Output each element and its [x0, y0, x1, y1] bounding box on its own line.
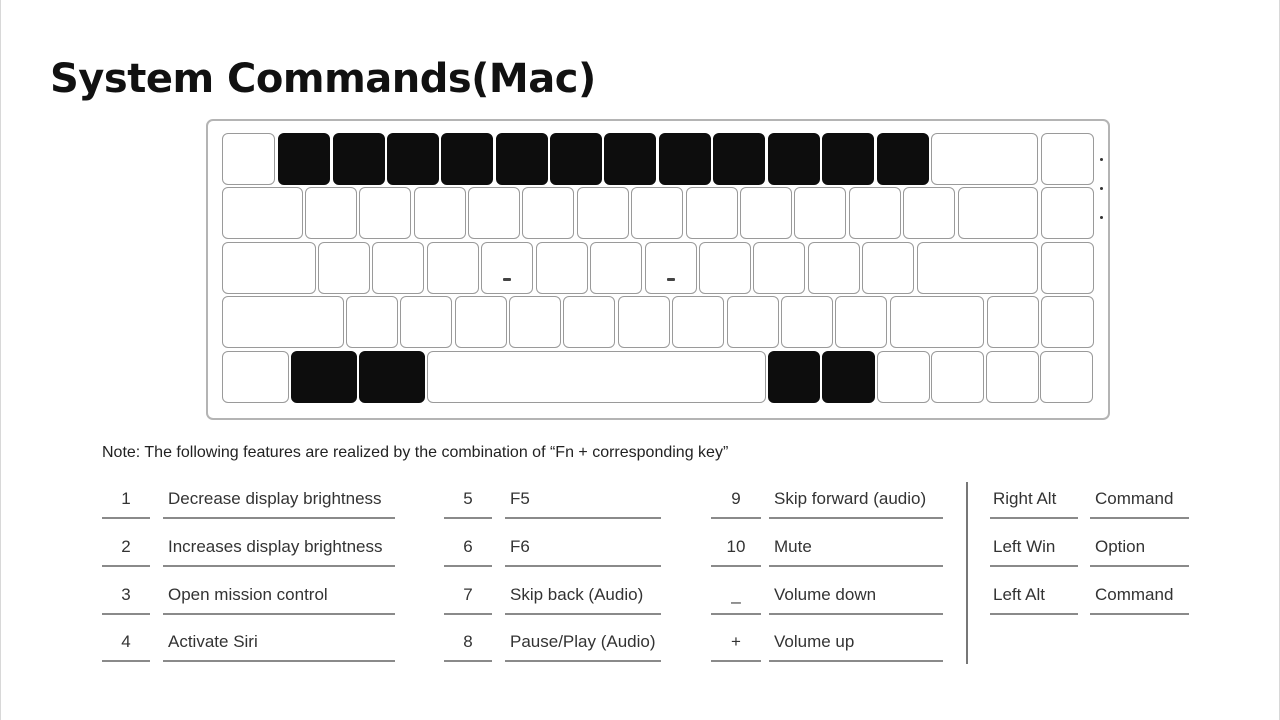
page-title: System Commands(Mac) — [50, 56, 596, 102]
blank-key — [1041, 242, 1094, 294]
blank-key — [753, 242, 805, 294]
frame-edge-left — [0, 0, 1, 720]
shortcut-key: _ — [731, 585, 741, 604]
shortcut-key: 8 — [463, 632, 473, 651]
number-key — [604, 133, 656, 185]
blank-key — [372, 242, 424, 294]
blank-key — [400, 296, 452, 348]
column-divider — [966, 482, 968, 664]
blank-key — [794, 187, 846, 239]
row-underline — [102, 517, 150, 519]
number-key — [387, 133, 439, 185]
indicator-dot — [1100, 216, 1103, 219]
row-underline — [711, 660, 761, 662]
shortcut-key: 10 — [726, 537, 746, 556]
key-marker-icon — [503, 278, 511, 281]
shortcut-key: Left Alt — [993, 585, 1045, 604]
shortcut-key: Left Win — [993, 537, 1056, 556]
blank-key — [903, 187, 955, 239]
number-key — [441, 133, 493, 185]
row-underline — [990, 565, 1078, 567]
row-underline — [769, 613, 943, 615]
blank-key — [222, 242, 316, 294]
number-key — [768, 133, 820, 185]
number-key — [496, 133, 548, 185]
shortcut-action: Mute — [774, 537, 812, 556]
row-underline — [769, 517, 943, 519]
alt-key — [768, 351, 820, 403]
row-underline — [444, 565, 492, 567]
shortcut-action: Open mission control — [168, 585, 328, 604]
row-underline — [444, 660, 492, 662]
blank-key — [359, 187, 411, 239]
blank-key — [890, 296, 984, 348]
win-key — [291, 351, 357, 403]
row-underline — [102, 660, 150, 662]
row-underline — [769, 565, 943, 567]
row-underline — [102, 613, 150, 615]
blank-key — [536, 242, 588, 294]
shortcut-key: 6 — [463, 537, 473, 556]
blank-key — [577, 187, 629, 239]
blank-key — [931, 133, 1038, 185]
blank-key — [318, 242, 370, 294]
row-underline — [163, 517, 395, 519]
blank-key — [986, 351, 1039, 403]
shortcut-action: Activate Siri — [168, 632, 258, 651]
shortcut-key: Right Alt — [993, 489, 1057, 508]
shortcut-action: Skip back (Audio) — [510, 585, 644, 604]
row-underline — [102, 565, 150, 567]
shortcut-key: + — [731, 632, 741, 651]
blank-key — [222, 187, 303, 239]
blank-key — [468, 187, 520, 239]
blank-key — [522, 187, 574, 239]
blank-key — [222, 133, 275, 185]
number-key — [278, 133, 330, 185]
row-underline — [769, 660, 943, 662]
indicator-dot — [1100, 158, 1103, 161]
row-underline — [163, 565, 395, 567]
row-underline — [711, 613, 761, 615]
blank-key — [686, 187, 738, 239]
fn-key — [822, 351, 875, 403]
row-underline — [1090, 613, 1189, 615]
row-underline — [505, 565, 661, 567]
blank-key — [590, 242, 642, 294]
blank-key — [1041, 133, 1094, 185]
row-underline — [444, 613, 492, 615]
blank-key — [987, 296, 1039, 348]
blank-key — [917, 242, 1038, 294]
shortcut-key: 2 — [121, 537, 131, 556]
shortcut-action: Pause/Play (Audio) — [510, 632, 656, 651]
blank-key — [481, 242, 533, 294]
row-underline — [711, 565, 761, 567]
blank-key — [727, 296, 779, 348]
blank-key — [305, 187, 357, 239]
row-underline — [505, 660, 661, 662]
row-underline — [1090, 517, 1189, 519]
alt-key — [359, 351, 425, 403]
blank-key — [1041, 296, 1094, 348]
shortcut-key: 1 — [121, 489, 131, 508]
blank-key — [645, 242, 697, 294]
blank-key — [1041, 187, 1094, 239]
blank-key — [931, 351, 984, 403]
blank-key — [877, 351, 930, 403]
shortcut-action: Increases display brightness — [168, 537, 383, 556]
row-underline — [711, 517, 761, 519]
blank-key — [631, 187, 683, 239]
blank-key — [808, 242, 860, 294]
key-marker-icon — [667, 278, 675, 281]
blank-key — [699, 242, 751, 294]
blank-key — [222, 296, 344, 348]
shortcut-action: Volume down — [774, 585, 877, 604]
blank-key — [849, 187, 901, 239]
shortcut-key: 9 — [731, 489, 741, 508]
number-key — [877, 133, 929, 185]
shortcut-action: Skip forward (audio) — [774, 489, 927, 508]
shortcut-action: Option — [1095, 537, 1146, 556]
number-key — [659, 133, 711, 185]
shortcut-key: 3 — [121, 585, 131, 604]
blank-key — [427, 242, 479, 294]
shortcut-key: 5 — [463, 489, 473, 508]
blank-key — [509, 296, 561, 348]
number-key — [822, 133, 874, 185]
blank-key — [862, 242, 914, 294]
row-underline — [1090, 565, 1189, 567]
row-underline — [505, 613, 661, 615]
number-key — [550, 133, 602, 185]
row-underline — [505, 517, 661, 519]
row-underline — [990, 517, 1078, 519]
indicator-dot — [1100, 187, 1103, 190]
shortcut-action: F5 — [510, 489, 530, 508]
row-underline — [444, 517, 492, 519]
shortcut-key: 4 — [121, 632, 131, 651]
blank-key — [781, 296, 833, 348]
blank-key — [455, 296, 507, 348]
shortcut-action: Volume up — [774, 632, 855, 651]
blank-key — [346, 296, 398, 348]
number-key — [713, 133, 765, 185]
row-underline — [163, 613, 395, 615]
shortcut-action: Command — [1095, 489, 1174, 508]
shortcut-action: F6 — [510, 537, 530, 556]
blank-key — [414, 187, 466, 239]
blank-key — [1040, 351, 1093, 403]
blank-key — [958, 187, 1038, 239]
blank-key — [222, 351, 289, 403]
shortcut-action: Decrease display brightness — [168, 489, 382, 508]
shortcut-key: 7 — [463, 585, 473, 604]
blank-key — [563, 296, 615, 348]
space-key — [427, 351, 766, 403]
blank-key — [672, 296, 724, 348]
blank-key — [835, 296, 887, 348]
row-underline — [163, 660, 395, 662]
blank-key — [740, 187, 792, 239]
row-underline — [990, 613, 1078, 615]
number-key — [333, 133, 385, 185]
note-text: Note: The following features are realized by the combination of “Fn + corresponding key” — [102, 444, 729, 461]
shortcut-action: Command — [1095, 585, 1174, 604]
blank-key — [618, 296, 670, 348]
